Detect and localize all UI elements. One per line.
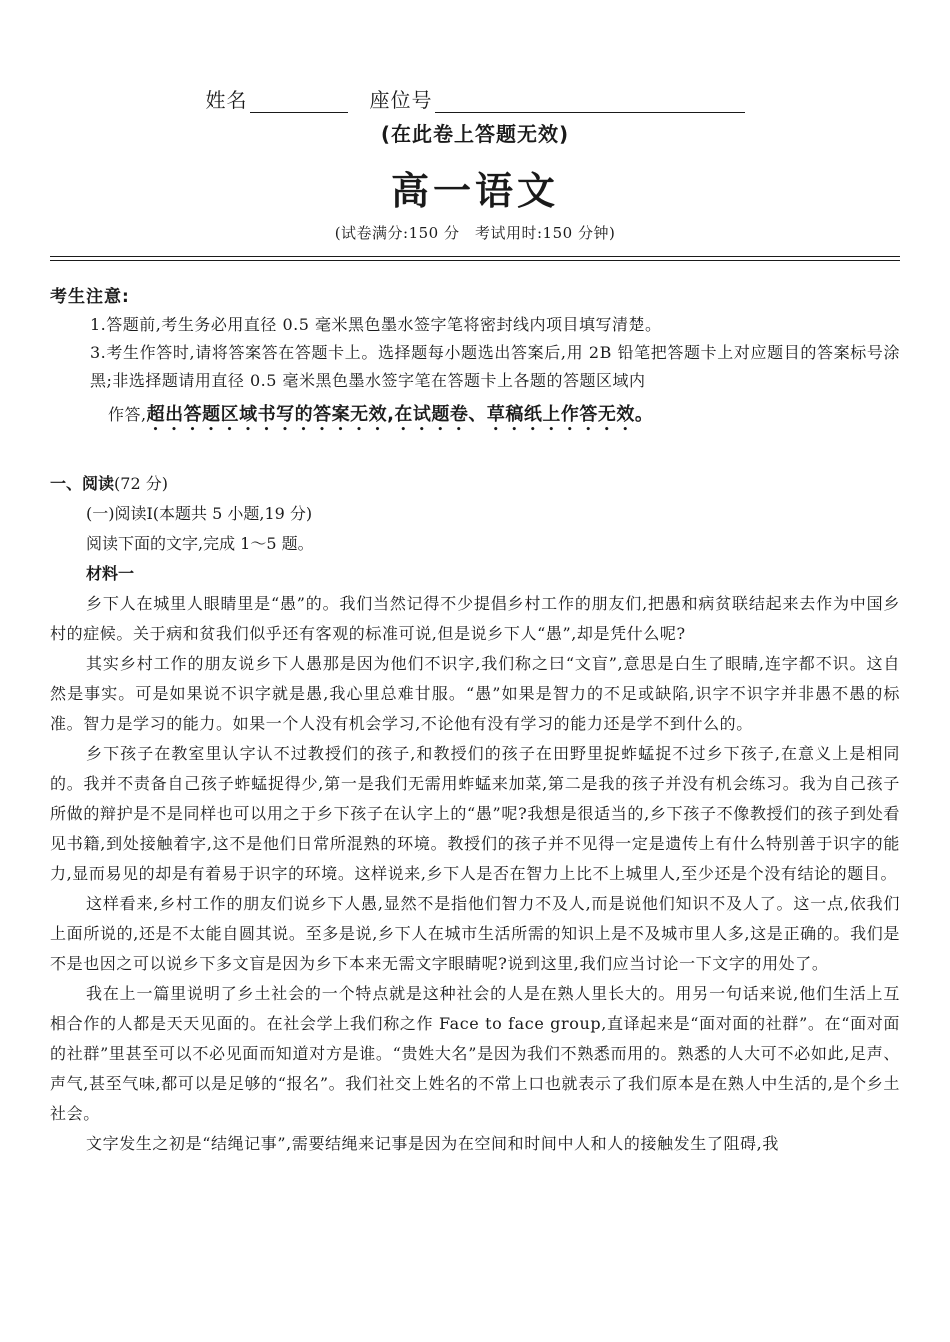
paragraph-1: 乡下人在城里人眼睛里是“愚”的。我们当然记得不少提倡乡村工作的朋友们,把愚和病贫联结起来去作为中国乡村的症候。关于病和贫我们似乎还有客观的标准可说,但是说乡下人“愚”,却是凭什么呢? [50,594,900,643]
paragraph-2: 其实乡村工作的朋友说乡下人愚那是因为他们不识字,我们称之曰“文盲”,意思是白生了眼睛,连字都不识。这自然是事实。可是如果说不识字就是愚,我心里总难甘服。“愚”如果是智力的不足或缺陷,识字不识字并非愚不愚的标准。智力是学习的能力。如果一个人没有机会学习,不论他有没有学习的能力还是学不到什么的。 [50,654,900,733]
exam-info: (试卷满分:150 分 考试用时:150 分钟) [334,224,616,242]
header-divider-bottom [50,260,900,261]
note-item-3-tail-plain: 作答, [108,405,147,424]
material-label: 材料一 [86,564,135,583]
invalid-answer-notice: (在此卷上答题无效) [380,122,570,146]
section-heading [50,469,900,499]
note-item-3-tail [50,395,900,435]
note-item-3-emphasis: 超出答题区域书写的答案无效,在试题卷、草稿纸上作答无效。 [146,404,654,425]
section-title: 一、阅读 [50,474,115,493]
paragraph-3: 乡下孩子在教室里认字认不过教授们的孩子,和教授们的孩子在田野里捉蚱蜢捉不过乡下孩子,在意义上是相同的。我并不责备自己孩子蚱蜢捉得少,第一是我们无需用蚱蜢来加菜,第二是我的孩子并没有机会练习。我为自己孩子所做的辩护是不是同样也可以用之于乡下孩子在认字上的“愚”呢?我想是很适当的,乡下孩子不像教授们的孩子到处看见书籍,到处接触着字,这不是他们日常所混熟的环境。教授们的孩子并不见得一定是遗传上有什么特别善于识字的能力,显而易见的却是有着易于识字的环境。这样说来,乡下人是否在智力上比不上城里人,至少还是个没有结论的题目。 [50,744,900,883]
note-item-1: 1.答题前,考生务必用直径 0.5 毫米黑色墨水签字笔将密封线内项目填写清楚。 [90,315,662,334]
exam-content [50,283,900,1159]
name-blank[interactable] [250,91,348,113]
subsection-title: (一)阅读Ⅰ(本题共 5 小题,19 分) [86,504,313,523]
header-fields [0,84,950,113]
exam-title: 高一语文 [390,168,559,213]
paragraph-6: 文字发生之初是“结绳记事”,需要结绳来记事是因为在空间和时间中人和人的接触发生了阻碍,我 [86,1134,779,1153]
notes-heading: 考生注意: [50,287,130,307]
section-score: (72 分) [114,474,168,493]
reading-instruction: 阅读下面的文字,完成 1～5 题。 [86,534,314,553]
note-item-3: 3.考生作答时,请将答案答在答题卡上。选择题每小题选出答案后,用 2B 铅笔把答题卡上对应题目的答案标号涂黑;非选择题请用直径 0.5 毫米黑色墨水签字笔在答题卡上各题的答题区域内 [90,343,900,390]
paragraph-4: 这样看来,乡村工作的朋友们说乡下人愚,显然不是指他们智力不及人,而是说他们知识不及人了。这一点,依我们上面所说的,还是不太能自圆其说。至多是说,乡下人在城市生活所需的知识上是不及城市里人多,这是正确的。我们是不是也因之可以说乡下多文盲是因为乡下本来无需文字眼睛呢?说到这里,我们应当讨论一下文字的用处了。 [50,894,900,973]
header-divider-top [50,256,900,257]
name-label: 姓名 [205,88,248,112]
seat-label: 座位号 [369,88,433,112]
paragraph-5: 我在上一篇里说明了乡土社会的一个特点就是这种社会的人是在熟人里长大的。用另一句话来说,他们生活上互相合作的人都是天天见面的。在社会学上我们称之作 Face to face group,直译起来是“面对面的社群”。在“面对面的社群”里甚至可以不必见面而知道对方是谁。“贵姓大名”是因为我们不熟悉而用的。熟悉的人大可不必如此,足声、声气,甚至气味,都可以是足够的“报名”。我们社交上姓名的不常上口也就表示了我们原本是在熟人中生活的,是个乡土社会。 [50,984,900,1123]
seat-blank[interactable] [435,91,745,113]
